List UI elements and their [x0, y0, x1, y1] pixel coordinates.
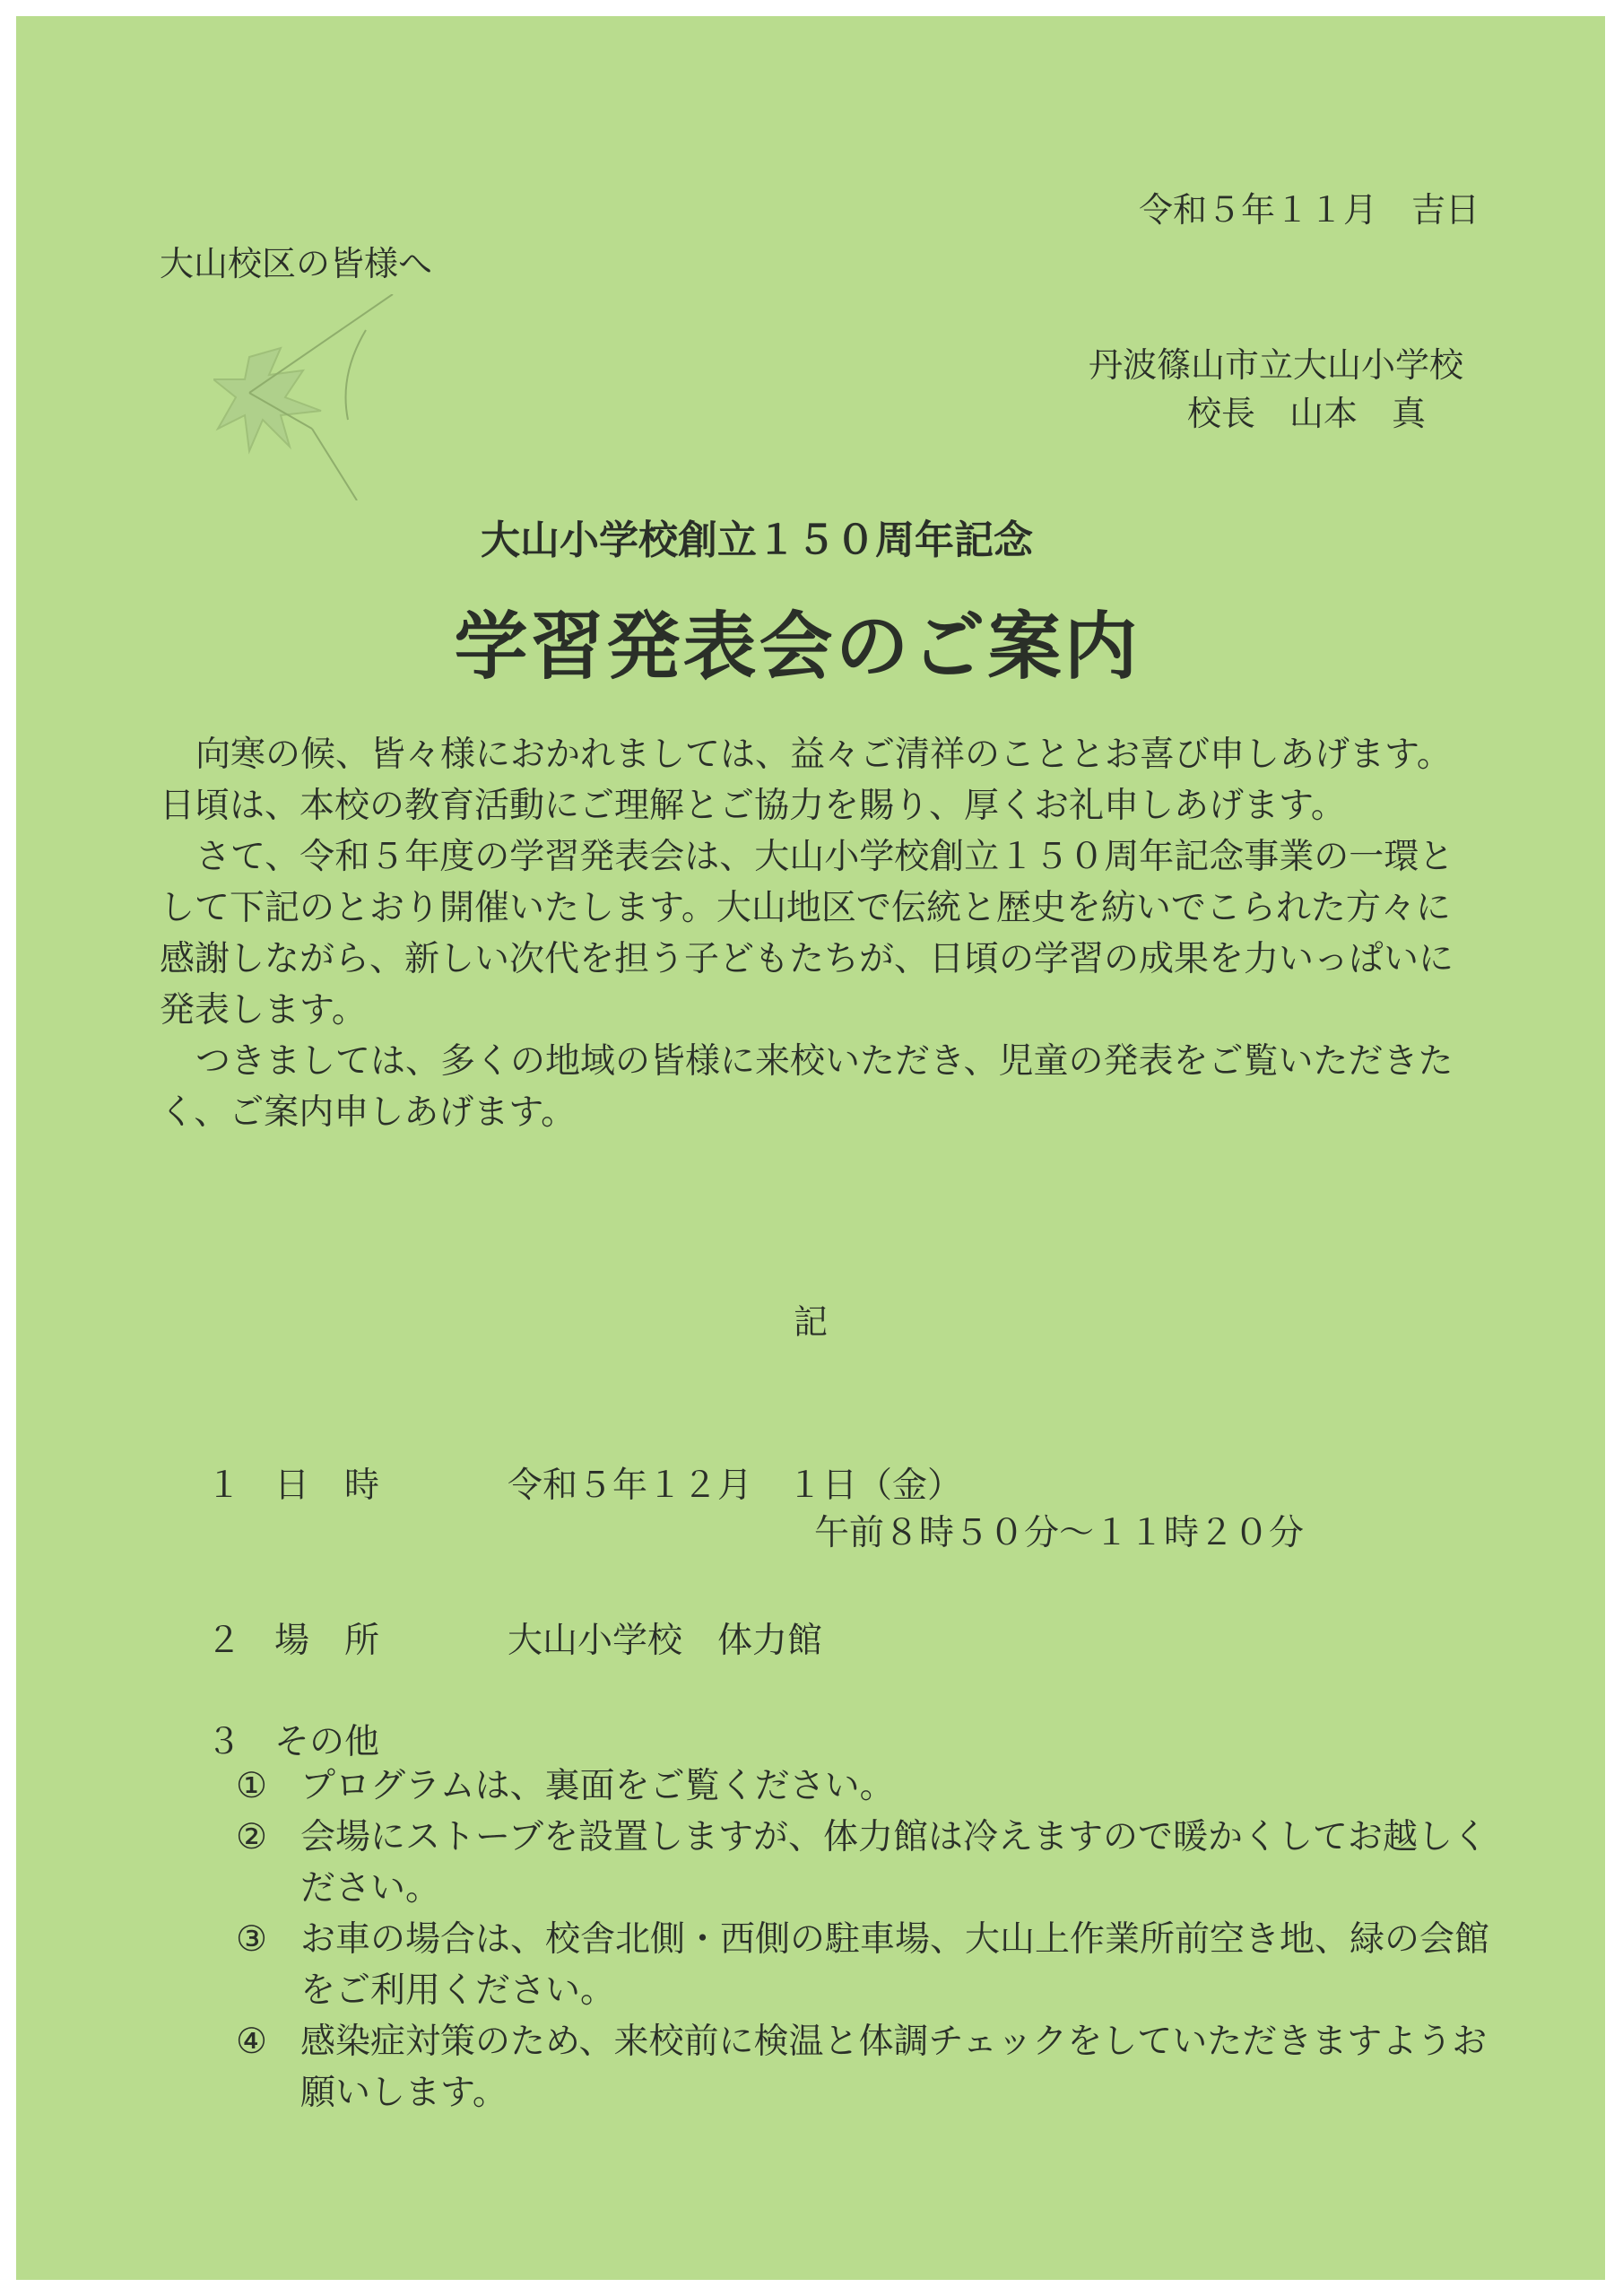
note-2-text: 会場にストーブを設置しますが、体力館は冷えますので暖かくしてお越しください。	[300, 1817, 1488, 1909]
list-item	[236, 1914, 1491, 2016]
item-1-number: １	[206, 1465, 242, 1506]
list-item	[236, 1761, 1491, 1812]
paragraph-event: さて、令和５年度の学習発表会は、大山小学校創立１５０周年記念事業の一環として下記のとおり開催いたします。大山地区で伝統と歴史を紡いでこられた方々に感謝しながら、新しい次代を担う子どもたちが、日頃の学習の成果を力いっぱいに発表します。	[160, 837, 1454, 1031]
item-2-label: 場 所	[274, 1621, 380, 1661]
principal-name: 校長 山本 真	[1186, 394, 1426, 433]
item-2-number: ２	[206, 1621, 242, 1661]
document-sheet	[16, 16, 1605, 2280]
paragraph-greeting: 向寒の候、皆々様におかれましては、益々ご清祥のこととお喜び申しあげます。日頃は、本校の教育活動にご理解とご協力を賜り、厚くお礼申しあげます。	[160, 735, 1452, 826]
event-time: 午前８時５０分～１１時２０分	[814, 1513, 1305, 1553]
list-item	[236, 2016, 1491, 2118]
list-item	[236, 1812, 1491, 1914]
event-subtitle: 大山小学校創立１５０周年記念	[481, 517, 1033, 563]
item-1-label: 日 時	[274, 1465, 380, 1506]
event-place: 大山小学校 体力館	[508, 1621, 823, 1661]
item-3-label: その他	[274, 1722, 380, 1762]
school-name: 丹波篠山市立大山小学校	[1088, 345, 1463, 385]
note-3-text: お車の場合は、校舎北側・西側の駐車場、大山上作業所前空き地、緑の会館をご利用ください。	[300, 1919, 1490, 2011]
item-3-number: ３	[206, 1722, 242, 1762]
maple-leaf-icon	[213, 294, 411, 500]
note-2-mark: ②	[236, 1817, 267, 1857]
note-3-mark: ③	[236, 1919, 267, 1960]
page-title: 学習発表会のご案内	[454, 604, 1141, 690]
note-4-mark: ④	[236, 2022, 267, 2062]
event-date: 令和５年１２月 １日（金）	[508, 1465, 963, 1506]
issue-date: 令和５年１１月 吉日	[1138, 190, 1480, 230]
note-4-text: 感染症対策のため、来校前に検温と体調チェックをしていただきますようお願いします。	[300, 2022, 1488, 2113]
note-1-text: プログラムは、裏面をご覧ください。	[300, 1766, 895, 1806]
paragraph-invitation: つきましては、多くの地域の皆様に来校いただき、児童の発表をご覧いただきたく、ご案内申しあげます。	[160, 1041, 1454, 1133]
notes-list	[236, 1761, 1491, 2118]
addressee: 大山校区の皆様へ	[160, 244, 433, 283]
ki-heading: 記	[793, 1302, 828, 1342]
greeting-body	[160, 729, 1478, 1138]
note-1-mark: ①	[236, 1766, 267, 1806]
